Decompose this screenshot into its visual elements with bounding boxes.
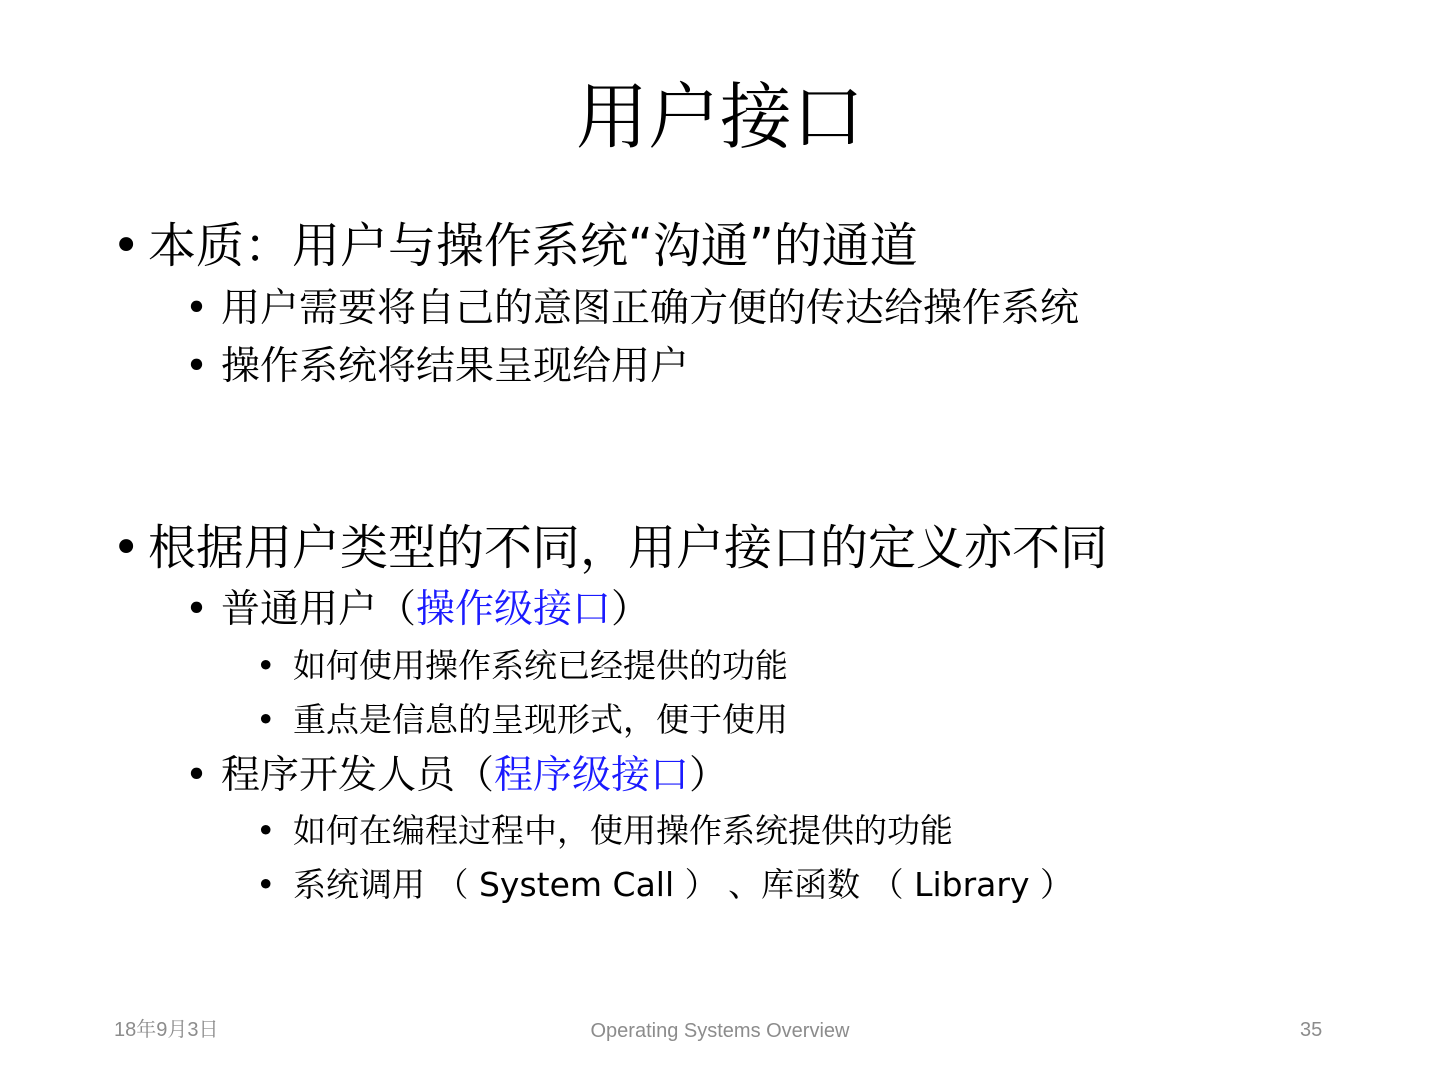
bullet-item-level3 [256,699,788,741]
bullet-icon: • [185,344,209,389]
bullet-item-level3 [256,645,788,687]
bullet-icon: • [112,218,141,274]
bullet-item-level1 [112,217,918,275]
bullet-item-level1 [112,519,1108,577]
bullet-item-level3 [256,864,1073,906]
open-paren: （ [455,753,495,798]
bullet-icon: • [256,811,276,850]
bullet-text: 系统调用 （ System Call ） 、库函数 （ Library ） [293,865,1073,904]
bullet-text: 用户需要将自己的意图正确方便的传达给操作系统 [221,286,1080,331]
open-paren: （ [377,587,417,632]
bullet-icon: • [256,700,276,739]
bullet-text: 程序开发人员 [221,753,456,798]
bullet-item-level2 [185,343,689,391]
bullet-icon: • [185,753,209,798]
bullet-item-level2 [185,752,728,800]
bullet-icon: • [185,587,209,632]
close-paren: ） [689,753,729,798]
bullet-item-level2 [185,285,1079,333]
bullet-text: 本质：用户与操作系统“沟通”的通道 [148,218,918,274]
bullet-icon: • [256,646,276,685]
footer-title: Operating Systems Overview [590,1020,850,1042]
interface-type-highlight: 程序级接口 [494,753,690,798]
bullet-text: 重点是信息的呈现形式，便于使用 [293,700,788,739]
bullet-text: 如何在编程过程中，使用操作系统提供的功能 [293,811,953,850]
close-paren: ） [611,587,651,632]
interface-type-highlight: 操作级接口 [416,587,612,632]
bullet-icon: • [112,520,141,576]
page-number: 35 [1300,1019,1323,1041]
bullet-icon: • [256,865,276,904]
bullet-text: 操作系统将结果呈现给用户 [221,344,690,389]
slide-title: 用户接口 [575,75,864,159]
bullet-item-level3 [256,810,953,852]
footer-date: 18年9月3日 [114,1019,219,1041]
bullet-icon: • [185,286,209,331]
bullet-text: 普通用户 [221,587,378,632]
bullet-text: 根据用户类型的不同，用户接口的定义亦不同 [148,520,1109,576]
bullet-item-level2 [185,586,650,634]
bullet-text: 如何使用操作系统已经提供的功能 [293,646,788,685]
